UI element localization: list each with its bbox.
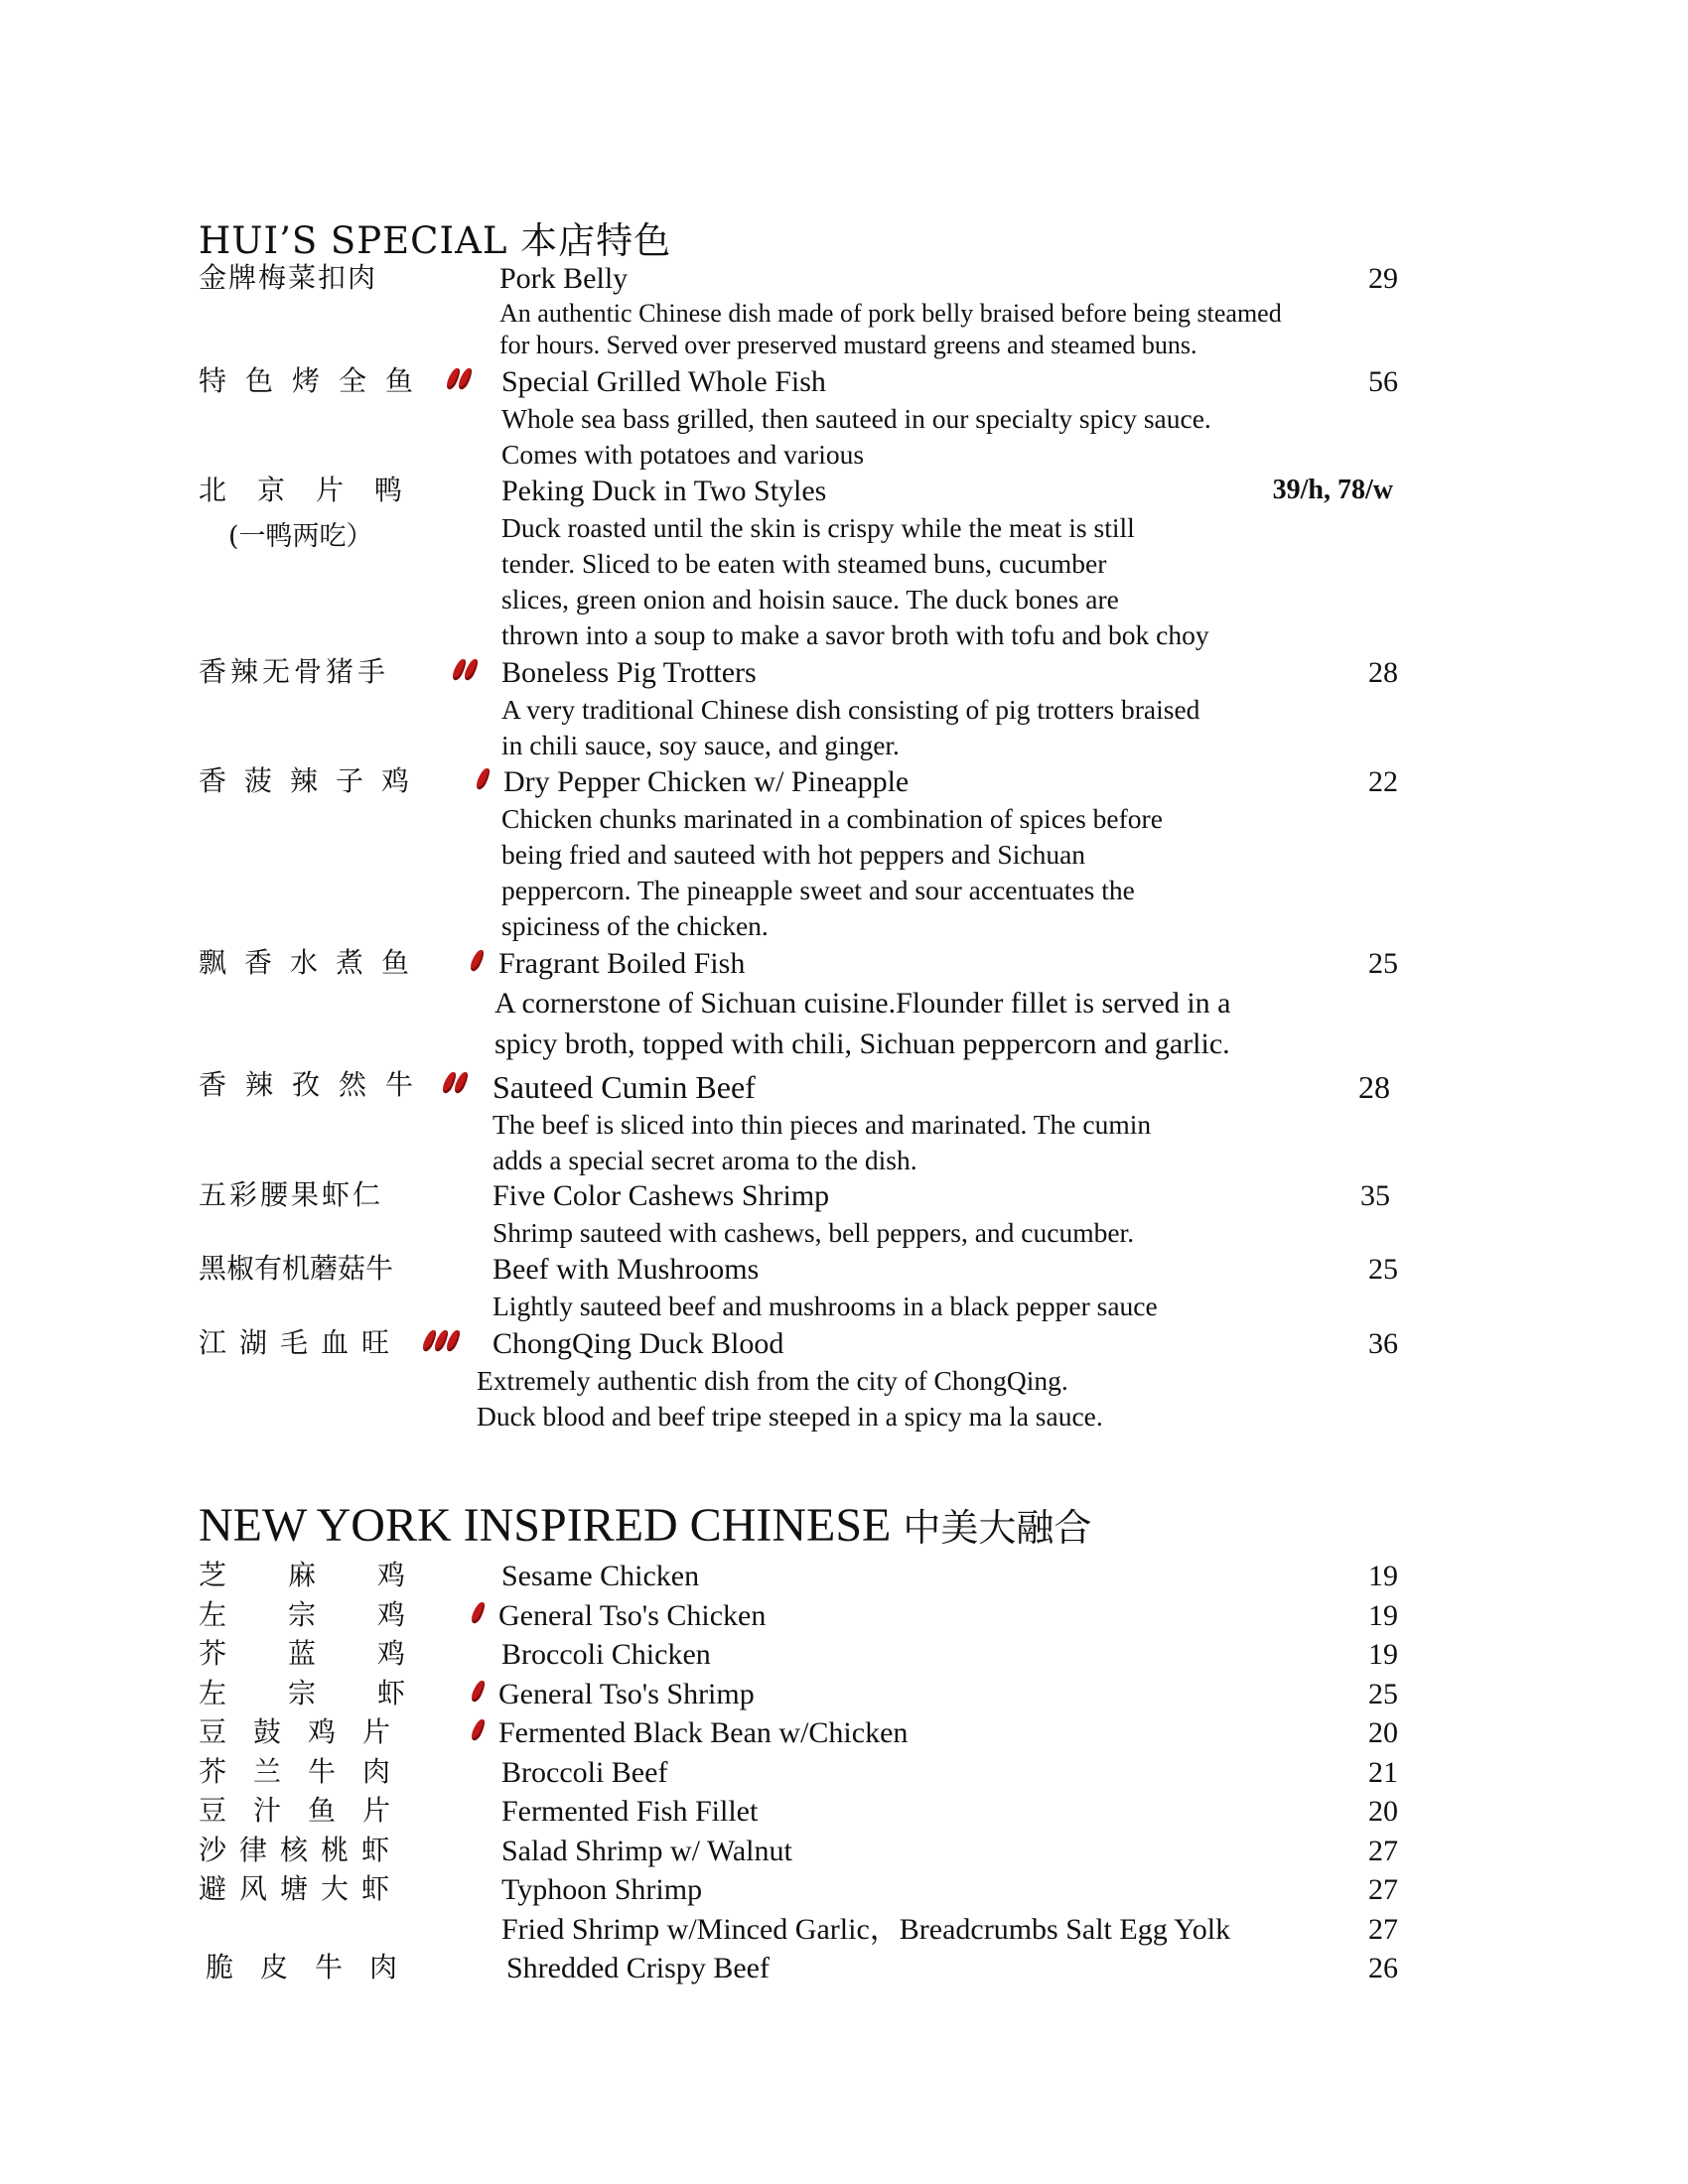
dish-name-en: Peking Duck in Two Styles: [501, 475, 827, 507]
dish-name-zh: 黑椒有机蘑菇牛: [199, 1252, 394, 1285]
dish-description: Shrimp sauteed with cashews, bell peppers, and cucumber.: [492, 1217, 1135, 1248]
menu-item: [0, 1754, 1688, 1792]
dish-name-zh: 江湖毛血旺: [199, 1326, 403, 1359]
section-title-en: NEW YORK INSPIRED CHINESE: [199, 1499, 892, 1552]
dish-price: 20: [1368, 1795, 1398, 1828]
dish-price: 28: [1368, 656, 1398, 689]
dish-description: Lightly sauteed beef and mushrooms in a black pepper sauce: [492, 1291, 1158, 1321]
dish-description: Chicken chunks marinated in a combination of spices before being fried and sauteed with hot peppers and Sichuan peppercorn. The pineapple sweet and sour accentuates the spiciness of the chicken.: [501, 803, 1163, 941]
menu-item: [0, 1793, 1688, 1831]
section-title-zh: 本店特色: [520, 219, 672, 262]
dish-price: 19: [1368, 1638, 1398, 1671]
section-title-zh: 中美大融合: [903, 1506, 1092, 1550]
spice-indicator: [474, 1597, 483, 1631]
chili-pepper-icon: [475, 766, 492, 791]
dish-name-en: Five Color Cashews Shrimp: [492, 1179, 830, 1212]
dish-price: 25: [1368, 947, 1398, 980]
dish-name-zh: 飘香水煮鱼: [199, 946, 428, 979]
dish-name-zh: 金牌梅菜扣肉: [199, 261, 378, 294]
spice-indicator: [455, 654, 476, 688]
dish-name-zh: 豆汁鱼片: [199, 1794, 418, 1827]
dish-name-zh: 五彩腰果虾仁: [199, 1178, 384, 1211]
dish-description: The beef is sliced into thin pieces and marinated. The cumin adds a special secret aroma to the dish.: [492, 1109, 1152, 1175]
dish-name-en: Boneless Pig Trotters: [501, 656, 757, 689]
dish-price: 39/h, 78/w: [1272, 475, 1393, 505]
dish-name-en: Shredded Crispy Beef: [506, 1952, 770, 1984]
dish-description: A cornerstone of Sichuan cuisine.Flounder fillet is served in a spicy broth, topped with chili, Sichuan peppercorn and garlic.: [494, 987, 1231, 1060]
menu-item: [0, 1636, 1688, 1674]
dish-name-en: Beef with Mushrooms: [492, 1253, 760, 1286]
spice-indicator: [445, 1067, 466, 1101]
dish-price: 19: [1368, 1560, 1398, 1592]
chili-pepper-icon: [470, 1600, 488, 1625]
menu-item: [0, 1676, 1688, 1713]
dish-name-en: Typhoon Shrimp: [501, 1873, 703, 1906]
dish-price: 25: [1368, 1678, 1398, 1710]
chili-pepper-icon: [469, 948, 487, 973]
dish-name-zh: 沙律核桃虾: [199, 1834, 403, 1866]
dish-name-en: Broccoli Chicken: [501, 1638, 711, 1671]
dish-price: 28: [1358, 1069, 1390, 1105]
dish-price: 27: [1368, 1913, 1398, 1946]
dish-description: An authentic Chinese dish made of pork belly braised before being steamed for hours. Served over preserved mustard greens and steamed buns.: [499, 299, 1282, 359]
dish-price: 29: [1368, 262, 1398, 295]
dish-name-en: Salad Shrimp w/ Walnut: [501, 1835, 792, 1867]
dish-name-zh: 豆鼓鸡片: [199, 1715, 418, 1748]
menu-item: [0, 1871, 1688, 1909]
section-title-special: [199, 210, 671, 264]
dish-name-zh: 特色烤全鱼: [199, 364, 433, 397]
spice-indicator: [425, 1325, 458, 1359]
spice-indicator: [474, 1714, 483, 1748]
dish-price: 20: [1368, 1716, 1398, 1749]
menu-item: [0, 1833, 1688, 1870]
dish-name-en: Special Grilled Whole Fish: [501, 365, 826, 398]
spice-indicator: [473, 945, 482, 979]
dish-price: 22: [1368, 765, 1398, 798]
dish-name-zh-sub: (一鸭两吃）: [228, 521, 373, 552]
dish-price: 25: [1368, 1253, 1398, 1286]
dish-name-zh: 香菠辣子鸡: [199, 764, 428, 797]
dish-name-zh: 左宗鸡: [199, 1598, 468, 1631]
section-title-newyork: [199, 1497, 1091, 1553]
dish-description: Whole sea bass grilled, then sauteed in our specialty spicy sauce. Comes with potatoes and various: [501, 403, 1211, 470]
dish-name-en: General Tso's Chicken: [498, 1599, 767, 1632]
dish-name-en: Dry Pepper Chicken w/ Pineapple: [503, 765, 910, 798]
dish-name-zh: 香辣无骨猪手: [199, 655, 390, 688]
dish-name-zh: 香辣孜然牛: [199, 1068, 433, 1101]
dish-name-en: Fermented Black Bean w/Chicken: [498, 1716, 909, 1749]
dish-description: Duck roasted until the skin is crispy while the meat is still tender. Sliced to be eaten with steamed buns, cucumber slices, green onion and hoisin sauce. The duck bones are thrown into a soup to make a savor broth with tofu and bok choy: [501, 512, 1209, 650]
dish-description: A very traditional Chinese dish consisting of pig trotters braised in chili sauce, soy sauce, and ginger.: [501, 694, 1200, 760]
dish-name-en: Fermented Fish Fillet: [501, 1795, 759, 1828]
dish-price: 56: [1368, 365, 1398, 398]
section-title-en: HUI’S SPECIAL: [199, 219, 508, 262]
dish-price: 26: [1368, 1952, 1398, 1984]
dish-name-zh: 避风塘大虾: [199, 1872, 403, 1905]
dish-name-zh: 芥兰牛肉: [199, 1755, 418, 1788]
spice-indicator: [449, 363, 470, 397]
spice-indicator: [479, 763, 488, 797]
chili-pepper-icon: [470, 1717, 488, 1742]
chili-pepper-icon: [470, 1679, 488, 1704]
dish-name-zh: 芝麻鸡: [199, 1559, 468, 1591]
dish-name-zh: 北京片鸭: [199, 474, 434, 506]
dish-price: 27: [1368, 1835, 1398, 1867]
dish-name-zh: 芥蓝鸡: [199, 1637, 468, 1670]
dish-price: 35: [1360, 1179, 1390, 1212]
dish-name-en: Broccoli Beef: [501, 1756, 668, 1789]
dish-price: 21: [1368, 1756, 1398, 1789]
dish-price: 19: [1368, 1599, 1398, 1632]
spice-indicator: [474, 1676, 483, 1709]
dish-name-en: Sesame Chicken: [501, 1560, 700, 1592]
dish-name-en: General Tso's Shrimp: [498, 1678, 755, 1710]
menu-item: [0, 1597, 1688, 1635]
menu-item: [0, 1950, 1688, 1987]
menu-item: [0, 1558, 1688, 1595]
dish-name-zh: 脆皮牛肉: [206, 1951, 425, 1983]
dish-name-en: Pork Belly: [499, 262, 629, 295]
dish-name-en: Sauteed Cumin Beef: [492, 1069, 756, 1105]
dish-price: 27: [1368, 1873, 1398, 1906]
dish-name-en: Fried Shrimp w/Minced Garlic，Breadcrumbs Salt Egg Yolk: [501, 1913, 1231, 1946]
dish-description: Extremely authentic dish from the city of ChongQing. Duck blood and beef tripe steeped in a spicy ma la sauce.: [477, 1365, 1103, 1432]
dish-price: 36: [1368, 1327, 1398, 1360]
dish-name-zh: 左宗虾: [199, 1677, 468, 1709]
dish-name-en: ChongQing Duck Blood: [492, 1327, 784, 1360]
dish-name-en: Fragrant Boiled Fish: [498, 947, 746, 980]
menu-item: [0, 1911, 1688, 1949]
menu-item: [0, 1714, 1688, 1752]
